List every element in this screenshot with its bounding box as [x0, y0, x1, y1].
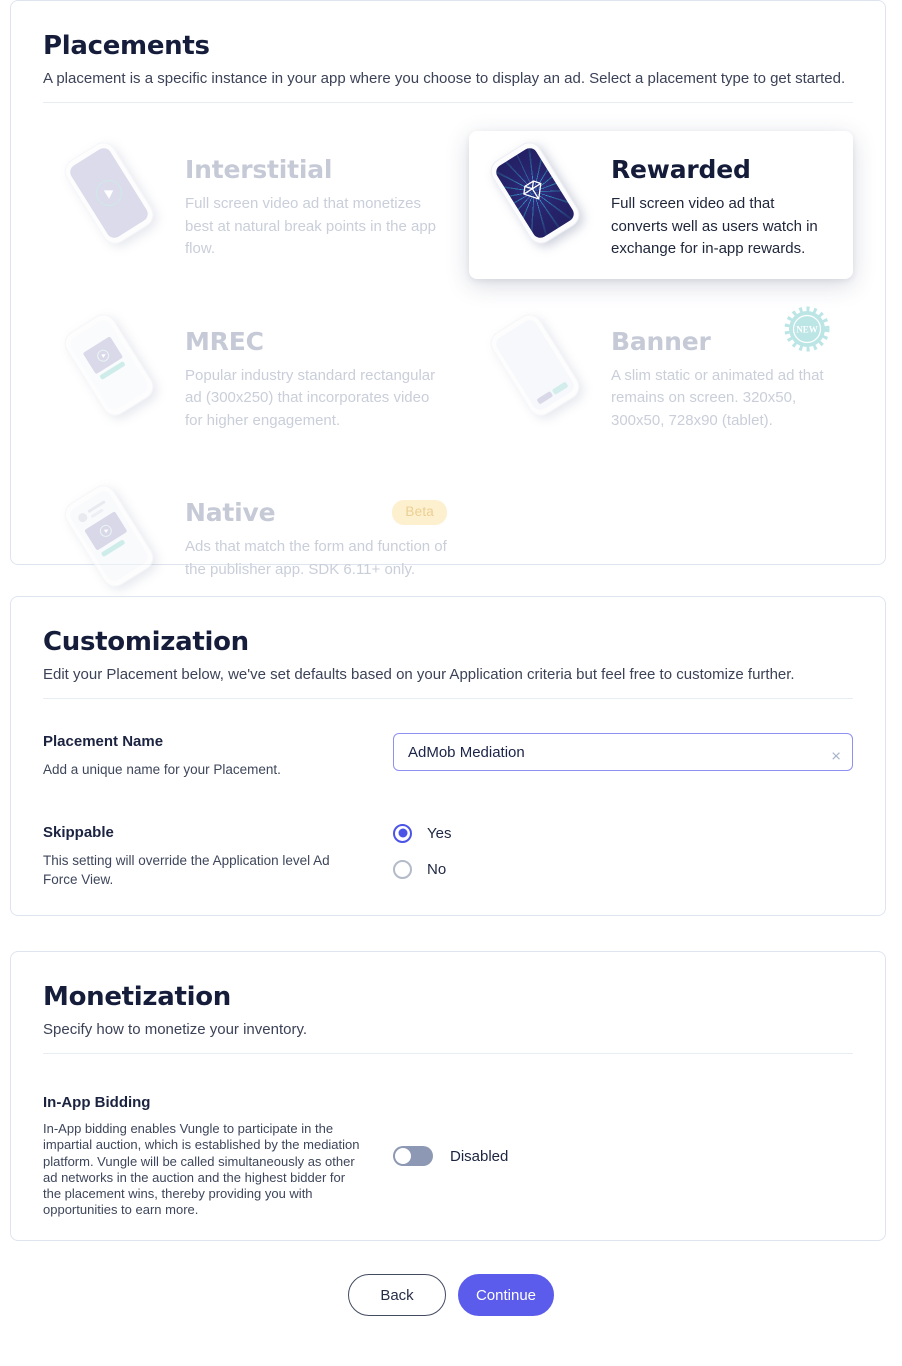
continue-button[interactable]: Continue: [458, 1274, 554, 1316]
clear-input-icon[interactable]: ×: [831, 746, 841, 766]
in-app-bidding-row: [43, 1054, 853, 1219]
placement-name-help: Add a unique name for your Placement.: [43, 762, 281, 777]
placement-name-label: Placement Name: [43, 733, 164, 750]
monetization-card: [10, 951, 886, 1241]
rewarded-description: Full screen video ad that converts well as users watch in exchange for in-app rewards.: [611, 195, 818, 257]
in-app-bidding-label: In-App Bidding: [43, 1094, 151, 1111]
customization-title: Customization: [43, 627, 249, 657]
native-title: Native: [185, 498, 276, 527]
placement-type-native[interactable]: [43, 474, 467, 604]
banner-description: A slim static or animated ad that remains on screen. 320x50, 300x50, 728x90 (tablet).: [611, 366, 824, 429]
in-app-bidding-toggle[interactable]: [393, 1146, 433, 1166]
skippable-option-yes[interactable]: [393, 824, 853, 843]
beta-badge: Beta: [392, 500, 447, 524]
interstitial-description: Full screen video ad that monetizes best at natural break points in the app flow.: [185, 195, 437, 257]
interstitial-phone-icon: [63, 149, 159, 243]
radio-no-label: No: [427, 860, 447, 878]
mrec-title: MREC: [185, 326, 264, 356]
native-title-row: [185, 498, 447, 527]
mrec-phone-icon: [63, 321, 159, 415]
customization-subtitle: Edit your Placement below, we've set defaults based on your Application criteria but feel free to customize further.: [43, 666, 795, 683]
footer-actions: [0, 1274, 902, 1316]
in-app-bidding-state: Disabled: [450, 1147, 509, 1165]
skippable-help: This setting will override the Application level Ad Force View.: [43, 852, 330, 888]
customization-card: [10, 596, 886, 916]
banner-title: Banner: [611, 326, 711, 356]
banner-phone-icon: [489, 321, 585, 415]
mrec-description: Popular industry standard rectangular ad (300x250) that incorporates video for higher engagement.: [185, 366, 436, 429]
skippable-label: Skippable: [43, 823, 114, 841]
rewarded-title: Rewarded: [611, 155, 751, 184]
placement-type-grid: [43, 103, 853, 614]
rewarded-phone-icon: [489, 149, 585, 243]
in-app-bidding-description: In-App bidding enables Vungle to participate in the impartial auction, which is established by the mediation platform. Vungle will be called simultaneously as other ad networks in the auction and the highest bidder for the placement wins, thereby providing you with opportunities to earn more.: [43, 1121, 360, 1218]
radio-yes-label: Yes: [427, 824, 452, 842]
placement-type-interstitial[interactable]: [43, 131, 467, 279]
placement-type-rewarded[interactable]: [469, 131, 853, 279]
play-icon: [91, 175, 127, 211]
radio-yes[interactable]: [393, 824, 412, 843]
monetization-subtitle: Specify how to monetize your inventory.: [43, 1021, 308, 1038]
placements-subtitle: A placement is a specific instance in your app where you choose to display an ad. Select a placement type to get started.: [43, 70, 846, 87]
new-badge-icon: [783, 305, 831, 353]
interstitial-title: Interstitial: [185, 155, 333, 184]
back-button[interactable]: Back: [348, 1274, 446, 1316]
svg-text:NEW: NEW: [796, 324, 818, 334]
native-phone-icon: [63, 492, 159, 586]
monetization-title: Monetization: [43, 982, 232, 1012]
placement-type-mrec[interactable]: [43, 303, 467, 451]
toggle-knob: [395, 1148, 411, 1164]
placements-title: Placements: [43, 31, 210, 61]
native-description: Ads that match the form and function of the publisher app. SDK 6.11+ only.: [185, 538, 447, 578]
placement-name-input[interactable]: [393, 733, 853, 771]
skippable-row: [43, 780, 853, 890]
placements-card: [10, 0, 886, 578]
placement-name-row: [43, 699, 853, 780]
radio-no[interactable]: [393, 860, 412, 879]
placement-type-banner[interactable]: [469, 303, 853, 451]
gem-icon: [519, 177, 548, 206]
skippable-option-no[interactable]: [393, 860, 853, 879]
